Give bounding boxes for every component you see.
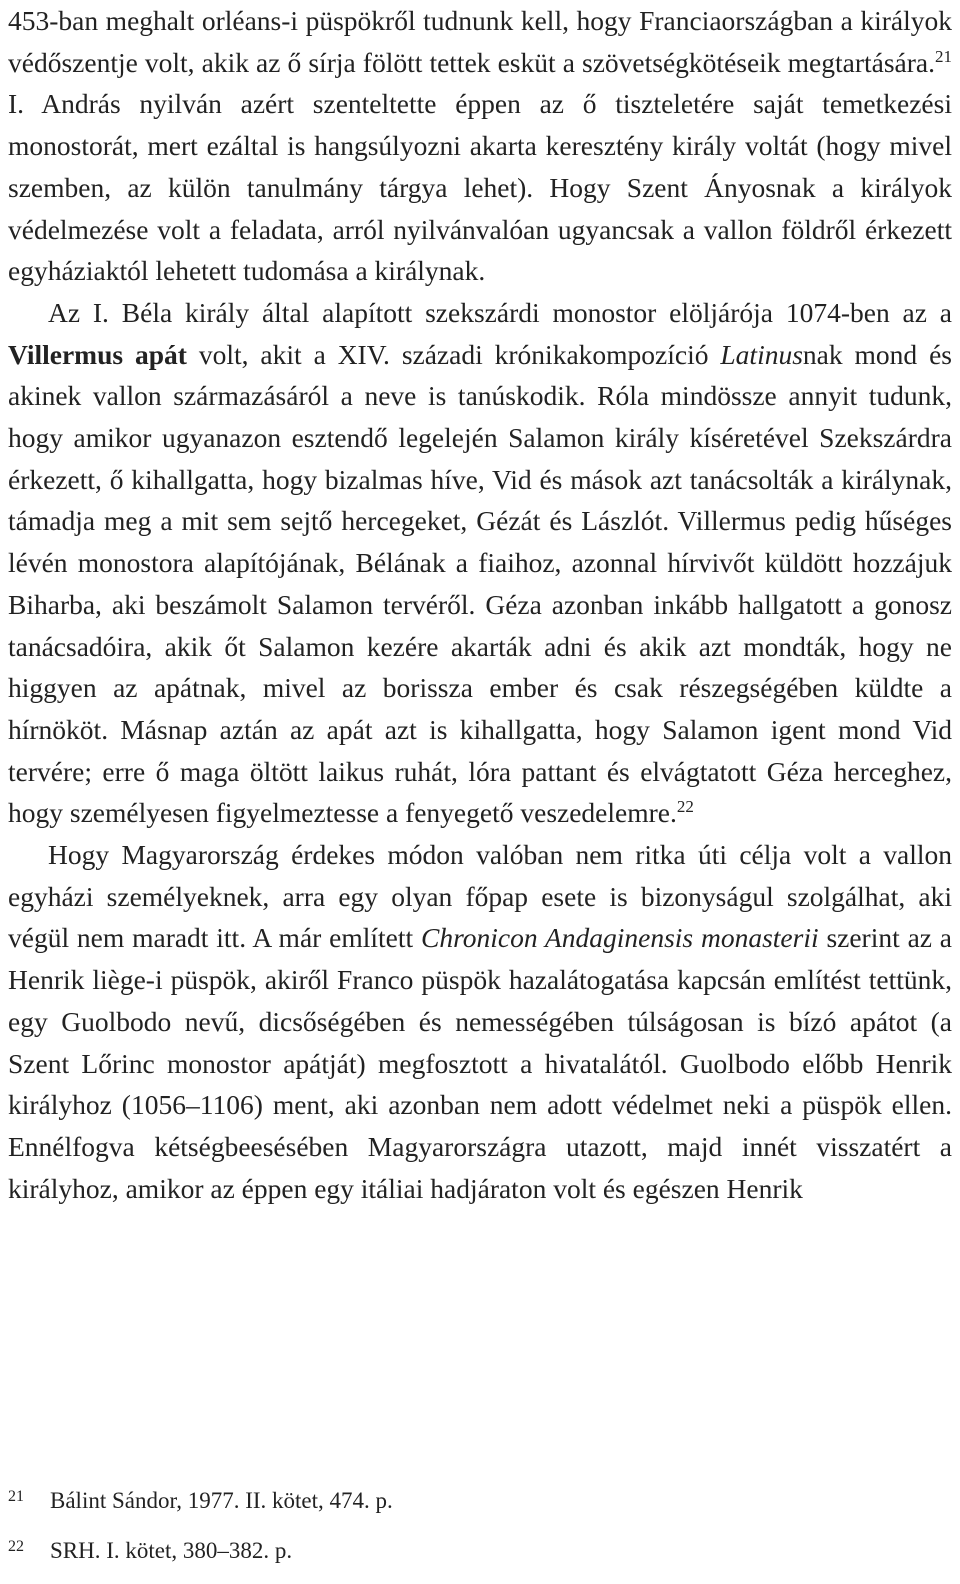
footnotes [8,1482,952,1582]
text-run: volt, akit a XIV. századi krónikakompozíció [186,338,721,370]
footnote-text: Bálint Sándor, 1977. II. kötet, 474. p. [50,1488,393,1513]
footnote-ref: 21 [935,46,952,66]
footnote-number: 21 [8,1488,24,1505]
body-text [8,0,952,1209]
text-run: Hogy Magyarország érdekes módon valóban nem ritka úti célja volt a vallon egyházi személyeknek, arra egy olyan főpap esete is bizonyságul szolgálhat, aki végül nem maradt itt. A már említett [8,839,952,954]
footnote-ref: 22 [676,797,694,817]
paragraph [8,292,952,834]
paragraph [8,834,952,1209]
italic-text: Latinus [720,338,803,370]
bold-text: Villermus apát [8,338,187,370]
text-run: nak mond és akinek vallon származásáról a neve is tanúskodik. Róla mindössze annyit tudunk, hogy amikor ugyanazon esztendő legelején Salamon király kíséretével Szekszárdra érkezett, ő kihallgatta, hogy bizalmas híve, Vid és mások azt tanácsolták a királynak, támadja meg a mit sem sejtő hercegeket, Gézát és Lászlót. Villermus pedig hűséges lévén monostora alapítójának, Bélának a fiaihoz, azonnal hírvivőt küldött hozzájuk Biharba, aki beszámolt Salamon tervéről. Géza azonban inkább hallgatott a gonosz tanácsadóira, akik őt Salamon kezére akarták adni és akik azt mondták, hogy ne higgyen az apátnak, mivel az borissza ember és csak részegségében küldte a hírnököt. Másnap aztán az apát azt is kihallgatta, hogy Salamon igent mond Vid tervére; erre ő maga öltött laikus ruhát, lóra pattant és elvágtatott Géza herceghez, hogy személyesen figyelmeztesse a fenyegető veszedelemre. [8,338,952,829]
footnote-22 [8,1532,952,1570]
italic-text: Chronicon Andaginensis monasterii [420,922,819,954]
footnote-text: SRH. I. kötet, 380–382. p. [50,1538,293,1563]
text-run: 453-ban meghalt orléans-i püspökről tudnunk kell, hogy Franciaországban a királyok védőszentje volt, akik az ő sírja fölött tettek esküt a szövetségkötéseik megtartására. [8,5,952,78]
text-run: szerint az a Henrik liège-i püspök, akiről Franco püspök hazalátogatása kapcsán említést tettünk, egy Guolbodo nevű, dicsőségében és nemességében túlságosan is bízó apátot (a Szent Lőrinc monostor apátját) megfosztott a hivatalától. Guolbodo előbb Henrik királyhoz (1056–1106) ment, aki azonban nem adott védelmet neki a püspök ellen. Ennélfogva kétségbeesésében Magyarországra utazott, majd innét visszatért a királyhoz, amikor az éppen egy itáliai hadjáraton volt és egészen Henrik [8,922,953,1204]
paragraph [8,0,952,292]
footnote-number: 22 [8,1538,24,1555]
text-run: Az I. Béla király által alapított szekszárdi monostor elöljárója 1074-ben az a [48,296,952,328]
footnote-21 [8,1482,952,1520]
text-run: I. András nyilván azért szenteltette éppen az ő tiszteletére saját temetkezési monostorát, mert ezáltal is hangsúlyozni akarta keresztény király voltát (hogy mivel szemben, az külön tanulmány tárgya lehet). Hogy Szent Ányosnak a királyok védelmezése volt a feladata, arról nyilvánvalóan ugyancsak a vallon földről érkezett egyháziaktól lehetett tudomása a királynak. [8,88,952,287]
